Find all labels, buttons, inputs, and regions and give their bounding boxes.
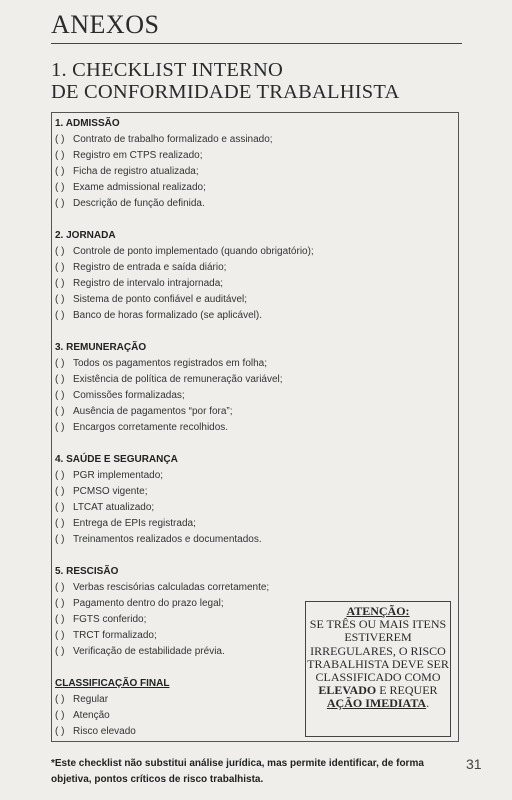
checklist-item[interactable] <box>55 596 314 612</box>
checkbox-marker[interactable]: ( ) <box>55 486 65 497</box>
checklist-content <box>55 116 314 740</box>
section-title-saude-seguranca: 4. SAÚDE E SEGURANÇA <box>55 454 178 465</box>
checkbox-marker[interactable]: ( ) <box>55 534 65 545</box>
section-title-rescisao: 5. RESCISÃO <box>55 566 119 577</box>
warning-end: . <box>426 696 430 711</box>
checklist-title <box>51 59 399 103</box>
checkbox-marker[interactable]: ( ) <box>55 630 65 641</box>
warning-body-2: E REQUER <box>379 683 438 698</box>
checkbox-marker[interactable]: ( ) <box>55 470 65 481</box>
checklist-item[interactable] <box>55 292 314 308</box>
checklist-item-label: Treinamentos realizados e documentados. <box>73 534 262 545</box>
checklist-item-label: Pagamento dentro do prazo legal; <box>73 598 224 609</box>
checklist-item-label: FGTS conferido; <box>73 614 147 625</box>
checklist-item-label: Ausência de pagamentos “por fora”; <box>73 406 233 417</box>
checklist-item-label: Entrega de EPIs registrada; <box>73 518 196 529</box>
checklist-item-label: PGR implementado; <box>73 470 164 481</box>
checklist-item-label: PCMSO vigente; <box>73 486 148 497</box>
warning-emphasis-elevado: ELEVADO <box>318 683 377 698</box>
heading-divider <box>51 43 462 44</box>
checklist-item-label: Registro de intervalo intrajornada; <box>73 278 224 289</box>
checkbox-marker[interactable]: ( ) <box>55 390 65 401</box>
checklist-item[interactable] <box>55 356 314 372</box>
section-heading: ANEXOS <box>51 10 160 39</box>
checklist-item-label: Verificação de estabilidade prévia. <box>73 646 225 657</box>
checklist-item[interactable] <box>55 612 314 628</box>
checklist-item[interactable] <box>55 148 314 164</box>
checkbox-marker[interactable]: ( ) <box>55 166 65 177</box>
warning-text <box>306 618 450 710</box>
checklist-item[interactable] <box>55 244 314 260</box>
checklist-item[interactable] <box>55 628 314 644</box>
checkbox-marker[interactable]: ( ) <box>55 502 65 513</box>
checklist-item[interactable] <box>55 404 314 420</box>
checklist-item[interactable] <box>55 180 314 196</box>
checkbox-marker[interactable]: ( ) <box>55 358 65 369</box>
checkbox-marker[interactable]: ( ) <box>55 310 65 321</box>
checkbox-marker[interactable]: ( ) <box>55 694 65 705</box>
checklist-item[interactable] <box>55 500 314 516</box>
checklist-item[interactable] <box>55 132 314 148</box>
footnote: *Este checklist não substitui análise jurídica, mas permite identificar, de forma objetiva, pontos críticos de risco trabalhista. <box>51 758 424 785</box>
classification-option[interactable] <box>55 692 314 708</box>
classification-option-label: Risco elevado <box>73 726 136 737</box>
checkbox-marker[interactable]: ( ) <box>55 246 65 257</box>
checklist-item[interactable] <box>55 644 314 660</box>
checklist-title-line-1: 1. CHECKLIST INTERNO <box>51 59 283 81</box>
classification-option[interactable] <box>55 708 314 724</box>
checklist-item[interactable] <box>55 420 314 436</box>
checklist-item-label: Ficha de registro atualizada; <box>73 166 199 177</box>
checklist-item-label: Todos os pagamentos registrados em folha; <box>73 358 267 369</box>
checkbox-marker[interactable]: ( ) <box>55 726 65 737</box>
warning-box <box>305 601 451 737</box>
section-spacer <box>55 548 314 564</box>
checklist-item[interactable] <box>55 196 314 212</box>
checkbox-marker[interactable]: ( ) <box>55 406 65 417</box>
checkbox-marker[interactable]: ( ) <box>55 582 65 593</box>
checklist-item[interactable] <box>55 276 314 292</box>
checklist-item-label: Descrição de função definida. <box>73 198 205 209</box>
checklist-item[interactable] <box>55 308 314 324</box>
checklist-item-label: Comissões formalizadas; <box>73 390 185 401</box>
checkbox-marker[interactable]: ( ) <box>55 614 65 625</box>
checkbox-marker[interactable]: ( ) <box>55 278 65 289</box>
checklist-item[interactable] <box>55 260 314 276</box>
classification-option-label: Regular <box>73 694 109 705</box>
warning-title: ATENÇÃO: <box>346 604 410 618</box>
checklist-item[interactable] <box>55 468 314 484</box>
page-number: 31 <box>466 756 482 772</box>
checklist-item-label: LTCAT atualizado; <box>73 502 155 513</box>
checklist-item[interactable] <box>55 388 314 404</box>
checkbox-marker[interactable]: ( ) <box>55 598 65 609</box>
checklist-item[interactable] <box>55 580 314 596</box>
section-title-admissao: 1. ADMISSÃO <box>55 118 120 129</box>
checklist-item-label: Contrato de trabalho formalizado e assinado; <box>73 134 273 145</box>
classification-option-label: Atenção <box>73 710 110 721</box>
section-spacer <box>55 660 314 676</box>
checklist-item-label: Sistema de ponto confiável e auditável; <box>73 294 247 305</box>
checkbox-marker[interactable]: ( ) <box>55 294 65 305</box>
checklist-item-label: Registro em CTPS realizado; <box>73 150 203 161</box>
checklist-item-label: Controle de ponto implementado (quando obrigatório); <box>73 246 314 257</box>
checkbox-marker[interactable]: ( ) <box>55 198 65 209</box>
checkbox-marker[interactable]: ( ) <box>55 182 65 193</box>
checkbox-marker[interactable]: ( ) <box>55 518 65 529</box>
checkbox-marker[interactable]: ( ) <box>55 422 65 433</box>
section-spacer <box>55 212 314 228</box>
checkbox-marker[interactable]: ( ) <box>55 374 65 385</box>
classification-option[interactable] <box>55 724 314 740</box>
checklist-item-label: Verbas rescisórias calculadas corretamente; <box>73 582 270 593</box>
checkbox-marker[interactable]: ( ) <box>55 710 65 721</box>
checkbox-marker[interactable]: ( ) <box>55 646 65 657</box>
checklist-title-line-2: DE CONFORMIDADE TRABALHISTA <box>51 81 400 103</box>
classification-title: CLASSIFICAÇÃO FINAL <box>55 678 170 689</box>
checkbox-marker[interactable]: ( ) <box>55 134 65 145</box>
section-title-jornada: 2. JORNADA <box>55 230 116 241</box>
checklist-item-label: Banco de horas formalizado (se aplicável). <box>73 310 262 321</box>
warning-body-1: SE TRÊS OU MAIS ITENS ESTIVEREM IRREGULARES, O RISCO TRABALHISTA DEVE SER CLASSIFICADO COMO <box>307 617 449 685</box>
checkbox-marker[interactable]: ( ) <box>55 262 65 273</box>
checklist-item-label: Encargos corretamente recolhidos. <box>73 422 229 433</box>
section-title-remuneracao: 3. REMUNERAÇÃO <box>55 342 147 353</box>
checklist-item-label: Registro de entrada e saída diário; <box>73 262 227 273</box>
checklist-item[interactable] <box>55 516 314 532</box>
checklist-item[interactable] <box>55 532 314 548</box>
checklist-item[interactable] <box>55 372 314 388</box>
checklist-item-label: Existência de política de remuneração variável; <box>73 374 283 385</box>
checklist-item[interactable] <box>55 484 314 500</box>
section-spacer <box>55 436 314 452</box>
section-spacer <box>55 324 314 340</box>
checklist-item-label: TRCT formalizado; <box>73 630 157 641</box>
checklist-item[interactable] <box>55 164 314 180</box>
warning-emphasis-acao: AÇÃO IMEDIATA <box>326 696 427 711</box>
checkbox-marker[interactable]: ( ) <box>55 150 65 161</box>
checklist-item-label: Exame admissional realizado; <box>73 182 206 193</box>
